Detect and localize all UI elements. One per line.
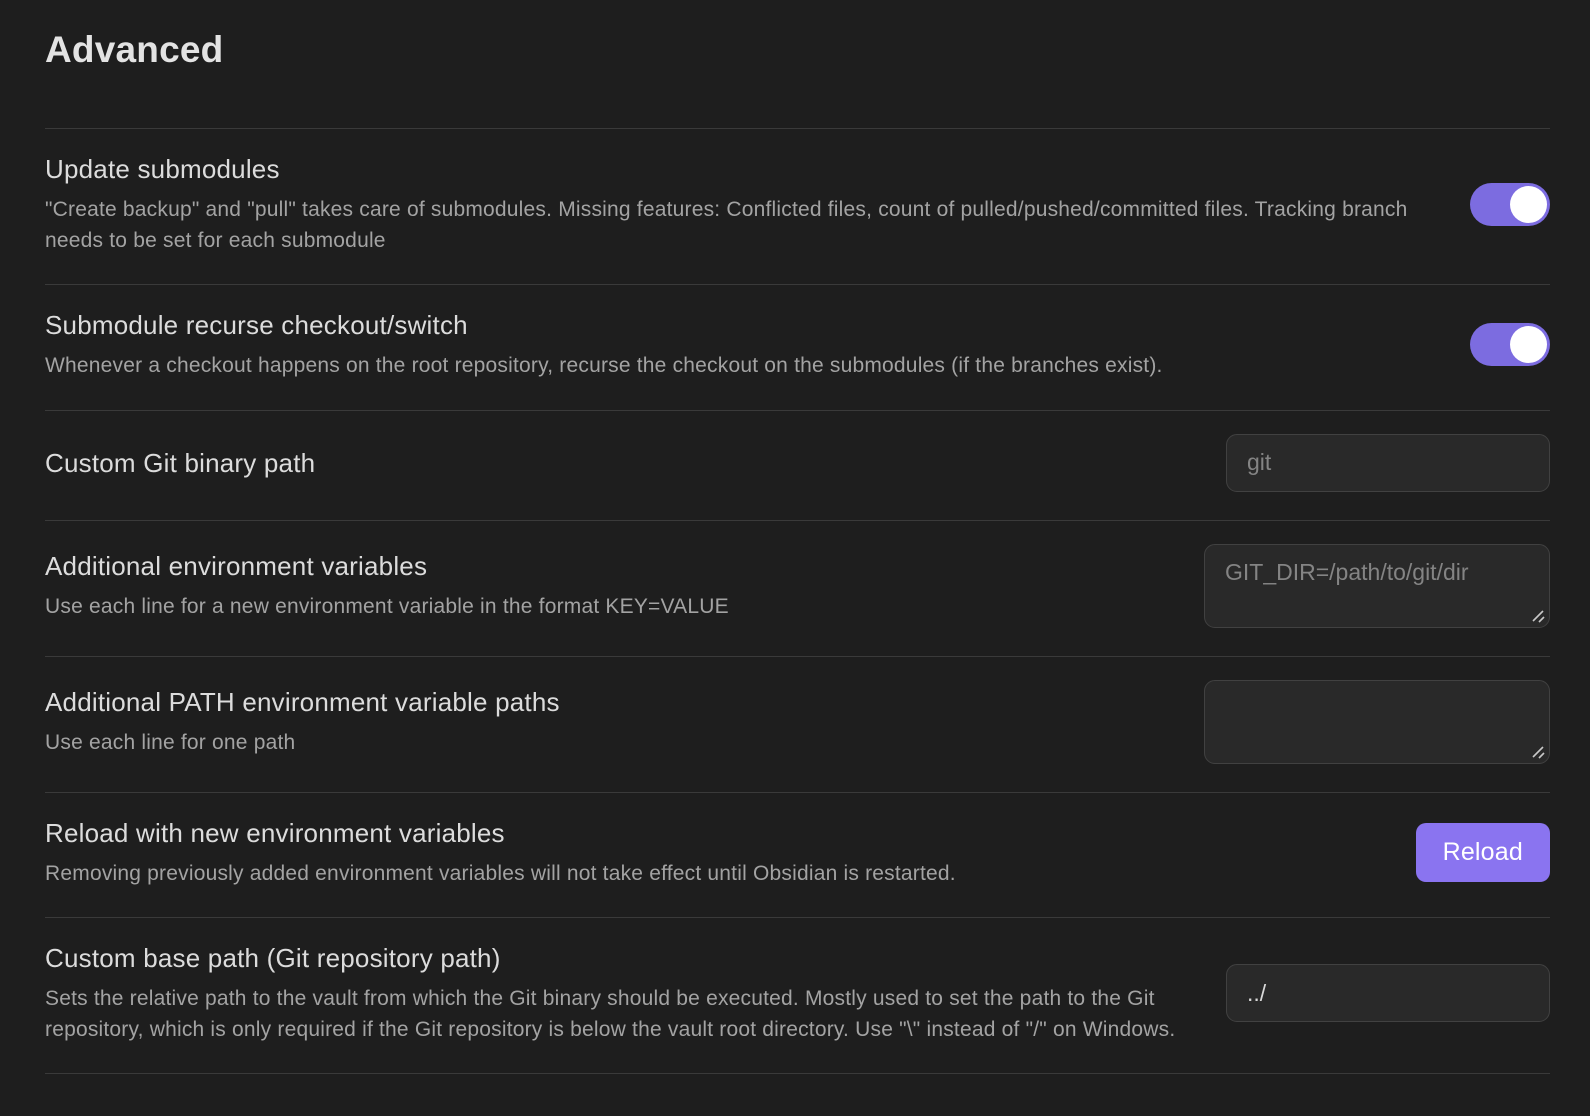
settings-list — [45, 128, 1550, 1074]
setting-description: Use each line for a new environment variable in the format KEY=VALUE — [45, 594, 729, 618]
setting-update-submodules — [45, 128, 1550, 284]
setting-info — [45, 308, 1448, 382]
setting-control — [1416, 823, 1550, 882]
setting-description: Removing previously added environment variables will not take effect until Obsidian is restarted. — [45, 861, 956, 885]
setting-control — [1226, 964, 1550, 1022]
setting-name: Update submodules — [45, 154, 280, 184]
setting-description: "Create backup" and "pull" takes care of submodules. Missing features: Conflicted files, count of pulled/pushed/committed files. Tracking branch needs to be set for each submodule — [45, 198, 1408, 252]
update-submodules-toggle[interactable] — [1470, 183, 1550, 226]
toggle-knob — [1510, 186, 1547, 223]
setting-info — [45, 941, 1204, 1045]
setting-name: Additional environment variables — [45, 550, 428, 581]
setting-control — [1470, 183, 1550, 226]
setting-control — [1470, 323, 1550, 366]
git-binary-path-input[interactable] — [1226, 434, 1550, 492]
env-variables-textarea[interactable] — [1204, 544, 1550, 628]
setting-description: Use each line for one path — [45, 730, 296, 754]
toggle-knob — [1510, 326, 1547, 363]
setting-name: Custom base path (Git repository path) — [45, 943, 501, 973]
setting-name: Custom Git binary path — [45, 447, 316, 478]
setting-reload-env-variables — [45, 792, 1550, 918]
path-env-paths-textarea[interactable] — [1204, 680, 1550, 764]
reload-button[interactable]: Reload — [1416, 823, 1550, 882]
textarea-wrap — [1204, 544, 1550, 628]
setting-control — [1204, 544, 1550, 628]
setting-custom-base-path — [45, 917, 1550, 1073]
custom-base-path-input[interactable] — [1226, 964, 1550, 1022]
setting-name: Reload with new environment variables — [45, 817, 505, 848]
setting-info — [45, 685, 1182, 759]
setting-info — [45, 549, 1182, 623]
setting-name: Additional PATH environment variable paths — [45, 686, 560, 717]
setting-info — [45, 816, 1394, 890]
setting-additional-env-variables — [45, 520, 1550, 656]
page-title: Advanced — [45, 29, 224, 70]
setting-custom-git-binary-path — [45, 410, 1550, 520]
setting-submodule-recurse-checkout — [45, 284, 1550, 410]
textarea-wrap — [1204, 680, 1550, 764]
setting-control — [1204, 680, 1550, 764]
setting-additional-path-env-paths — [45, 656, 1550, 792]
setting-description: Sets the relative path to the vault from which the Git binary should be executed. Mostly used to set the path to the Git repository, which is only required if the Git repository is below the vault root directory. Use "\" instead of "/" on Windows. — [45, 987, 1176, 1041]
setting-info — [45, 152, 1448, 256]
setting-control — [1226, 434, 1550, 492]
setting-description: Whenever a checkout happens on the root repository, recurse the checkout on the submodules (if the branches exist). — [45, 354, 1163, 377]
setting-name: Submodule recurse checkout/switch — [45, 310, 468, 340]
setting-info — [45, 446, 1204, 480]
submodule-recurse-toggle[interactable] — [1470, 323, 1550, 366]
